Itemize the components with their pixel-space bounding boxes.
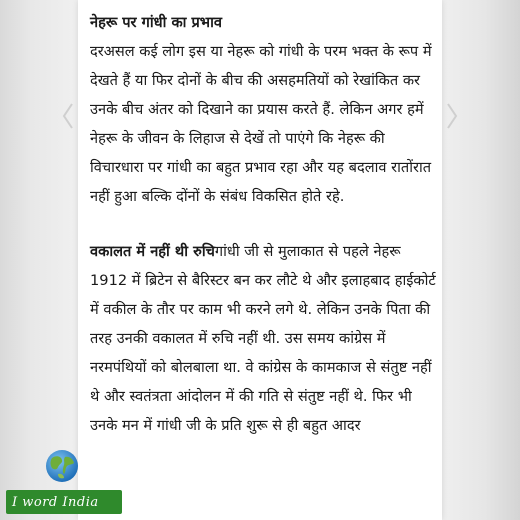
article-page	[78, 0, 442, 520]
paragraph-gap	[90, 211, 440, 237]
globe-icon	[44, 448, 80, 484]
article-paragraph-1: दरअसल कई लोग इस या नेहरू को गांधी के परम भक्त के रूप में देखते हैं या फिर दोनों के बीच की असहमतियों को रेखांकित कर उनके बीच अंतर को दिखाने का प्रयास करते हैं. लेकिन अगर हमें नेहरू के जीवन के लिहाज से देखें तो पाएंगे कि नेहरू की विचारधारा पर गांधी का बहुत प्रभाव रहा और यह बदलाव रातोंरात नहीं हुआ बल्कि दोंनों के संबंध विकसित होते रहे.	[90, 43, 432, 205]
article-paragraph-2	[90, 237, 440, 440]
chevron-right-icon	[444, 100, 460, 132]
article-paragraph-2-text: गांधी जी से मुलाकात से पहले नेहरू 1912 में ब्रिटेन से बैरिस्टर बन कर लौटे थे और इलाहबाद हाईकोर्ट में वकील के तौर पर काम भी करने लगे थे. लेकिन उनके पिता की तरह उनकी वकालत में रुचि नहीं थी. उस समय कांग्रेस में नरमपंथियों को बोलबाला था. वे कांग्रेस के कामकाज से संतुष्ट नहीं थे और स्वतंत्रता आंदोलन में की गति से संतुष्ट नहीं थे. फिर भी उनके मन में गांधी जी के प्रति शुरू से ही बहुत आदर	[90, 243, 436, 434]
chevron-left-icon	[60, 100, 76, 132]
watermark-text: I word India	[12, 494, 99, 510]
article-subheading: वकालत में नहीं थी रुचि	[90, 243, 215, 260]
article-heading: नेहरू पर गांधी का प्रभाव	[90, 14, 222, 31]
watermark-badge	[6, 490, 122, 514]
left-backdrop	[0, 0, 78, 520]
article-body	[90, 8, 440, 440]
right-backdrop	[442, 0, 520, 520]
